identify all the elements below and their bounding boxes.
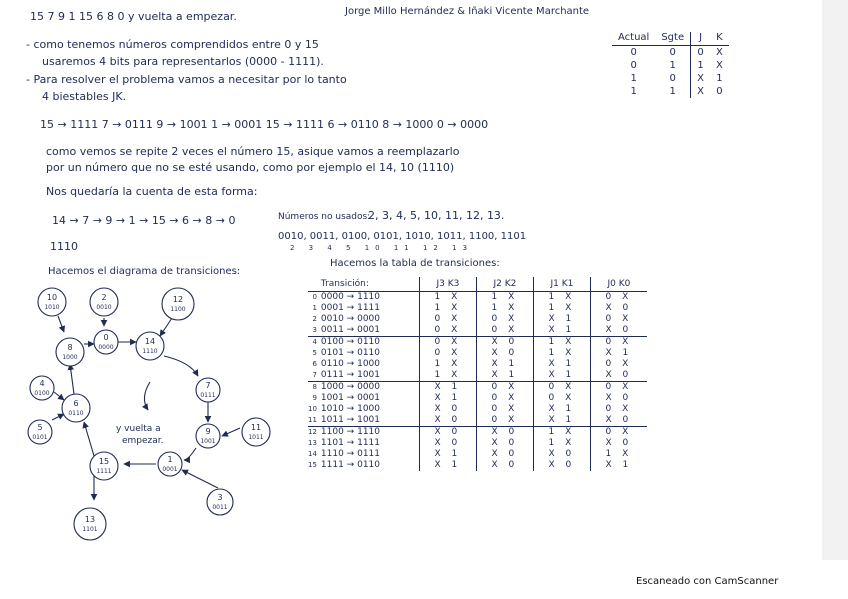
transitions-table: [308, 277, 647, 471]
state-node: [136, 332, 164, 360]
authors: Jorge Millo Hernández & Iñaki Vicente Marchante: [345, 6, 590, 17]
jk-cell: X: [715, 60, 723, 71]
state-node: [38, 288, 66, 316]
row-number: 0: [312, 293, 317, 301]
transition-row: [308, 370, 647, 382]
jk-header-sgte: Sgte: [655, 32, 690, 46]
state-code: 0011: [212, 504, 228, 511]
jk-value-cell: X 0: [590, 325, 647, 337]
jk-value-cell: X 0: [590, 393, 647, 404]
state-number: 1: [167, 455, 173, 464]
row-number: 6: [312, 360, 317, 368]
transition-row: [308, 404, 647, 415]
transition-cell: 1010 → 1000: [320, 404, 380, 414]
jk-value-cell: X 0: [590, 303, 647, 314]
state-number: 10: [46, 293, 58, 302]
jk-cell: 1: [716, 73, 723, 84]
state-number: 11: [250, 423, 262, 432]
transition-row: [308, 427, 647, 439]
unused-label: Números no usados:: [278, 212, 371, 222]
jk-value-cell: 0 X: [590, 427, 647, 439]
tt-header-j2k2: J2 K2: [476, 277, 533, 292]
jk-value-cell: 1 X: [533, 348, 590, 359]
jk-value-cell: 1 X: [476, 292, 533, 304]
arrow-10-8: [58, 316, 64, 332]
jk-value-cell: 1 X: [533, 303, 590, 314]
transition-cell: 1100 → 1110: [317, 427, 420, 439]
state-code: 1110: [142, 348, 158, 355]
jk-cell: 1: [669, 86, 676, 97]
state-number: 12: [172, 295, 184, 304]
state-node: [196, 424, 220, 448]
transition-row: [308, 325, 647, 337]
jk-value-cell: 1 X: [419, 303, 476, 314]
transition-cell: 1110 → 0111: [320, 449, 380, 459]
jk-cell: 1: [669, 60, 676, 71]
jk-value-cell: 0 X: [476, 415, 533, 427]
jk-cell: X: [691, 72, 710, 85]
transition-cell: 0010 → 0000: [320, 314, 380, 324]
intro-line-4: 4 biestables JK.: [42, 90, 127, 103]
state-node: [196, 378, 220, 402]
jk-value-cell: X 1: [533, 415, 590, 427]
jk-value-cell: 0 X: [419, 325, 476, 337]
jk-value-cell: X 1: [590, 348, 647, 359]
jk-header-j: J: [691, 32, 710, 46]
jk-value-cell: X 0: [590, 370, 647, 382]
arrow-5-6: [52, 414, 64, 420]
state-code: 1100: [170, 306, 186, 313]
transition-cell: 0100 → 0110: [317, 337, 420, 349]
jk-cell: X: [715, 47, 723, 58]
state-code: 0000: [98, 344, 114, 351]
state-number: 0: [103, 333, 109, 342]
state-number: 9: [205, 427, 211, 436]
jk-value-cell: 0 X: [419, 314, 476, 325]
row-number: 7: [312, 371, 317, 379]
row-number: 12: [308, 428, 317, 436]
arrow-14-7: [164, 356, 198, 376]
jk-value-cell: 0 X: [590, 292, 647, 304]
jk-value-cell: X 1: [419, 382, 476, 394]
row-number: 11: [308, 416, 317, 424]
state-nodes: [28, 288, 270, 540]
transition-row: [308, 337, 647, 349]
state-node: [242, 418, 270, 446]
jk-value-cell: 1 X: [419, 359, 476, 370]
jk-value-cell: X 1: [419, 393, 476, 404]
state-circle: [162, 288, 194, 320]
state-number: 14: [144, 337, 156, 346]
jk-value-cell: 1 X: [419, 370, 476, 382]
state-node: [28, 420, 52, 444]
jk-value-cell: X 0: [419, 415, 476, 427]
state-code: 1010: [44, 304, 60, 311]
jk-value-cell: 0 X: [419, 348, 476, 359]
transition-row: [308, 348, 647, 359]
transition-row: [308, 415, 647, 427]
state-number: 5: [37, 423, 43, 432]
state-node: [207, 489, 233, 515]
row-number: 14: [308, 450, 317, 458]
jk-cell: 1: [691, 59, 710, 72]
jk-value-cell: X 0: [590, 438, 647, 449]
jk-value-cell: X 0: [476, 337, 533, 349]
row-number: 13: [308, 439, 317, 447]
jk-value-cell: X 1: [419, 449, 476, 460]
jk-value-cell: 0 X: [590, 404, 647, 415]
jk-value-cell: X 0: [476, 460, 533, 471]
state-number: 15: [98, 457, 110, 466]
jk-value-cell: X 1: [533, 314, 590, 325]
transition-cell: 1011 → 1001: [320, 415, 380, 425]
jk-value-cell: 1 X: [533, 292, 590, 304]
tt-header-j0k0: J0 K0: [590, 277, 647, 292]
jk-value-cell: X 0: [419, 427, 476, 439]
jk-value-cell: X 1: [533, 370, 590, 382]
arrow-12-14: [160, 318, 172, 336]
state-code: 0100: [34, 390, 50, 397]
transition-cell: 0110 → 1000: [320, 359, 380, 369]
scanner-watermark: Escaneado con CamScanner: [636, 576, 779, 587]
state-number: 7: [205, 381, 211, 390]
state-code: 0111: [200, 392, 216, 399]
state-code: 0101: [32, 434, 48, 441]
jk-value-cell: X 1: [533, 325, 590, 337]
transition-row: [308, 449, 647, 460]
state-code: 1000: [62, 354, 78, 361]
transition-cell: 1101 → 1111: [320, 438, 380, 448]
state-node: [30, 376, 54, 400]
row-number: 2: [312, 315, 317, 323]
state-node: [74, 508, 106, 540]
jk-value-cell: X 1: [419, 460, 476, 471]
jk-value-cell: X 0: [533, 460, 590, 471]
jk-value-cell: 1 X: [533, 337, 590, 349]
state-node: [90, 452, 118, 480]
transition-row: [308, 314, 647, 325]
jk-value-cell: X 0: [476, 348, 533, 359]
jk-value-cell: 0 X: [476, 382, 533, 394]
jk-value-cell: X 0: [533, 449, 590, 460]
jk-value-cell: X 0: [590, 415, 647, 427]
jk-value-cell: X 0: [476, 427, 533, 439]
transition-row: [308, 438, 647, 449]
lone-code: 1110: [50, 240, 78, 253]
state-node: [94, 330, 118, 354]
arrow-11-9: [222, 428, 240, 436]
new-sequence: 14 → 7 → 9 → 1 → 15 → 6 → 8 → 0: [52, 214, 236, 227]
jk-cell: 0: [669, 47, 676, 58]
arrow-15-6: [84, 422, 94, 456]
transition-cell: 0111 → 1001: [320, 370, 380, 380]
state-code: 1001: [200, 438, 216, 445]
state-node: [56, 338, 84, 366]
binary-mapping: 15 → 1111 7 → 0111 9 → 1001 1 → 0001 15 → 1111 6 → 0110 8 → 1000 0 → 0000: [40, 118, 489, 131]
tt-header-transicion: Transición:: [317, 277, 420, 292]
state-node: [62, 394, 90, 422]
jk-header-actual: Actual: [612, 32, 655, 46]
jk-value-cell: 0 X: [476, 325, 533, 337]
jk-value-cell: 1 X: [419, 292, 476, 304]
row-number: 1: [312, 304, 317, 312]
transition-row: [308, 382, 647, 394]
state-node: [158, 452, 182, 476]
jk-value-cell: X 1: [590, 460, 647, 471]
transition-cell: 0001 → 1111: [320, 303, 380, 313]
explanation-line-2: por un número que no se esté usando, como por ejemplo el 14, 10 (1110): [46, 161, 455, 174]
unused-values: 2, 3, 4, 5, 10, 11, 12, 13.: [368, 209, 505, 222]
transition-row: [308, 393, 647, 404]
state-node: [90, 288, 118, 316]
row-number: 9: [312, 394, 317, 402]
jk-value-cell: X 0: [419, 404, 476, 415]
jk-value-cell: 0 X: [590, 314, 647, 325]
jk-cell: 0: [630, 60, 637, 71]
unused-codes: 0010, 0011, 0100, 0101, 1010, 1011, 1100, 1101: [278, 231, 527, 242]
state-number: 4: [39, 379, 45, 388]
jk-value-cell: X 1: [533, 404, 590, 415]
jk-cell: 1: [630, 73, 637, 84]
jk-value-cell: 0 X: [476, 314, 533, 325]
state-number: 3: [217, 493, 223, 502]
state-circle: [74, 508, 106, 540]
unused-code-numbers: 2 3 4 5 10 11 12 13: [290, 244, 474, 252]
jk-value-cell: X 1: [476, 370, 533, 382]
state-number: 2: [101, 293, 107, 302]
jk-value-cell: 0 X: [533, 393, 590, 404]
jk-cell: 1: [630, 86, 637, 97]
jk-cell: 0: [691, 46, 710, 60]
scan-edge: [822, 0, 848, 560]
header-sequence: 15 7 9 1 15 6 8 0 y vuelta a empezar.: [30, 10, 237, 23]
jk-cell: 0: [630, 47, 637, 58]
jk-value-cell: 1 X: [533, 438, 590, 449]
diagram-note-2: empezar.: [122, 436, 164, 446]
state-code: 1011: [248, 434, 264, 441]
tt-header-j3k3: J3 K3: [419, 277, 476, 292]
row-number: 4: [308, 337, 317, 349]
row-number: 15: [308, 461, 317, 469]
row-number: 3: [312, 326, 317, 334]
transition-cell: 1001 → 0001: [320, 393, 380, 403]
transition-row: [308, 460, 647, 471]
explanation-line-3: Nos quedaría la cuenta de esta forma:: [46, 185, 258, 198]
transition-cell: 0000 → 1110: [320, 292, 380, 302]
transition-cell: 1000 → 0000: [317, 382, 420, 394]
jk-value-cell: X 0: [419, 438, 476, 449]
intro-line-2: usaremos 4 bits para representarlos (0000 - 1111).: [42, 55, 324, 68]
jk-cell: X: [691, 85, 710, 98]
transition-row: [308, 292, 647, 304]
jk-header-k: K: [710, 32, 729, 46]
row-number: 8: [308, 382, 317, 394]
state-code: 1101: [82, 526, 98, 533]
state-code: 0010: [96, 304, 112, 311]
transition-cell: 0101 → 0110: [320, 348, 380, 358]
jk-value-cell: 0 X: [533, 382, 590, 394]
tt-header-j1k1: J1 K1: [533, 277, 590, 292]
explanation-line-1: como vemos se repite 2 veces el número 15, asique vamos a reemplazarlo: [46, 145, 460, 158]
jk-value-cell: X 1: [476, 359, 533, 370]
jk-value-cell: 0 X: [476, 404, 533, 415]
diagram-note-1: y vuelta a: [116, 424, 161, 434]
jk-value-cell: X 0: [476, 438, 533, 449]
loop-arrow: [144, 382, 150, 410]
jk-value-cell: X 0: [476, 449, 533, 460]
state-code: 0110: [68, 410, 84, 417]
state-number: 6: [73, 399, 79, 408]
diagram-title: Hacemos el diagrama de transiciones:: [48, 266, 241, 277]
state-code: 0001: [162, 466, 178, 473]
intro-line-3: - Para resolver el problema vamos a necesitar por lo tanto: [26, 73, 347, 86]
state-code: 1111: [96, 468, 112, 475]
row-number: 10: [308, 405, 317, 413]
arrow-9-1: [184, 448, 196, 460]
state-number: 8: [67, 343, 73, 352]
jk-cell: 0: [669, 73, 676, 84]
arrow-4-6: [54, 392, 64, 400]
intro-line-1: - como tenemos números comprendidos entre 0 y 15: [26, 38, 319, 51]
jk-value-cell: X 1: [533, 359, 590, 370]
state-number: 13: [84, 515, 96, 524]
jk-value-cell: 1 X: [476, 303, 533, 314]
row-number: 5: [312, 349, 317, 357]
transition-cell: 0011 → 0001: [320, 325, 380, 335]
jk-value-cell: 0 X: [419, 337, 476, 349]
jk-cell: 0: [716, 86, 723, 97]
arrow-6-8: [70, 364, 74, 394]
transition-cell: 1111 → 0110: [320, 460, 380, 470]
jk-value-cell: 1 X: [590, 449, 647, 460]
jk-value-cell: 0 X: [590, 382, 647, 394]
jk-value-cell: 0 X: [590, 337, 647, 349]
jk-value-cell: 0 X: [476, 393, 533, 404]
jk-value-cell: 1 X: [533, 427, 590, 439]
arrow-3-1: [182, 470, 218, 488]
transitions-title: Hacemos la tabla de transiciones:: [330, 258, 500, 269]
jk-value-cell: 0 X: [590, 359, 647, 370]
transition-row: [308, 359, 647, 370]
state-node: [162, 288, 194, 320]
transition-row: [308, 303, 647, 314]
